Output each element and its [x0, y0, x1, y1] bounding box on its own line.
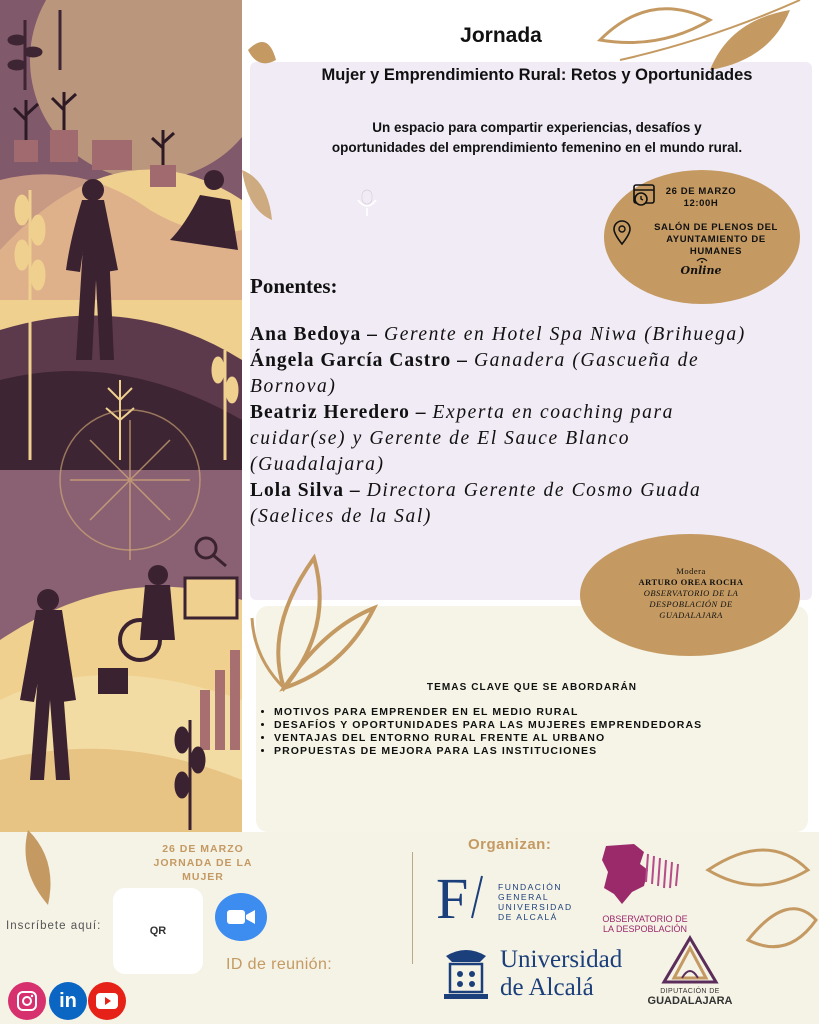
venue-line: SALÓN DE PLENOS DEL	[654, 222, 778, 233]
diputacion-line: GUADALAJARA	[647, 995, 733, 1007]
moderator-name: ARTURO OREA ROCHA	[638, 577, 744, 587]
diputacion-line: DIPUTACIÓN DE	[660, 988, 720, 995]
moderator-org: DESPOBLACIÓN DE	[649, 599, 733, 609]
topics-heading: TEMAS CLAVE QUE SE ABORDARÁN	[426, 682, 638, 693]
svg-text:F: F	[436, 870, 469, 926]
organizers-heading: Organizan:	[468, 836, 552, 853]
moderator-org: GUADALAJARA	[659, 610, 723, 620]
register-label: Inscríbete aquí:	[6, 920, 102, 932]
qr-code[interactable]: QR	[113, 888, 203, 974]
eyebrow-title: Jornada	[460, 24, 542, 47]
zoom-icon[interactable]	[215, 893, 267, 941]
speaker-item	[250, 400, 810, 426]
speaker-role: Ganadera (Gascueña de	[473, 350, 700, 371]
footer-date-line: MUJER	[182, 871, 224, 883]
speaker-item	[250, 322, 810, 348]
event-date: 26 DE MARZO	[665, 186, 737, 197]
leaf-decoration-mid	[244, 548, 384, 698]
speaker-role: Gerente en Hotel Spa Niwa (Brihuega)	[384, 324, 746, 345]
wifi-icon	[696, 256, 708, 264]
footer-date	[132, 842, 274, 884]
topics-list	[262, 706, 702, 758]
rural-women-illustration	[0, 0, 242, 832]
speaker-name: Ángela García Castro –	[250, 350, 468, 371]
fgua-line: UNIVERSIDAD	[498, 902, 573, 912]
instagram-icon[interactable]	[8, 982, 46, 1020]
observatorio-logo	[598, 842, 688, 934]
footer-date-line: JORNADA DE LA	[153, 857, 253, 869]
topic-item: • VENTAJAS DEL ENTORNO RURAL FRENTE AL URBANO	[274, 732, 702, 745]
subtitle-line: oportunidades del emprendimiento femenino en el mundo rural.	[331, 140, 743, 155]
speaker-name: Beatriz Heredero –	[250, 402, 427, 423]
left-illustration	[0, 0, 242, 832]
meeting-id-label: ID de reunión:	[226, 956, 333, 973]
observatorio-line: OBSERVATORIO DE	[602, 914, 688, 924]
observatorio-map-mark	[598, 842, 688, 912]
uah-line: de Alcalá	[500, 974, 594, 1001]
observatorio-text	[590, 914, 700, 934]
page-title: Mujer y Emprendimiento Rural: Retos y Oportunidades	[321, 66, 753, 84]
fgua-line: DE ALCALÁ	[498, 912, 558, 922]
event-venue	[628, 222, 804, 258]
online-label: Online	[680, 264, 722, 277]
speaker-item	[250, 504, 810, 530]
event-datetime	[656, 186, 746, 210]
uah-crest-mark	[440, 944, 492, 1002]
instagram-glyph	[15, 989, 39, 1013]
fgua-line: FUNDACIÓN	[498, 882, 563, 892]
speaker-role: (Guadalajara)	[250, 454, 385, 475]
fgua-f-mark	[436, 870, 496, 926]
footer-date-line: 26 DE MARZO	[162, 843, 244, 855]
event-time: 12:00H	[683, 198, 719, 209]
linkedin-icon[interactable]: in	[49, 982, 87, 1020]
speaker-role: cuidar(se) y Gerente de El Sauce Blanco	[250, 428, 631, 449]
speaker-item	[250, 478, 810, 504]
video-camera-icon	[225, 906, 257, 928]
speaker-role: Experta en coaching para	[432, 402, 675, 423]
venue-line: HUMANES	[689, 246, 743, 257]
speaker-role: (Saelices de la Sal)	[250, 506, 432, 527]
microphone-icon	[352, 186, 384, 220]
speaker-item	[250, 452, 810, 478]
diputacion-text	[638, 988, 742, 1007]
play-glyph	[95, 992, 119, 1010]
speaker-item	[250, 426, 810, 452]
moderator-org: OBSERVATORIO DE LA	[643, 588, 739, 598]
speaker-role: Bornova)	[250, 376, 337, 397]
calendar-clock-icon	[630, 181, 658, 209]
fgua-logo	[436, 870, 573, 931]
subtitle-line: Un espacio para compartir experiencias, desafíos y	[372, 120, 702, 135]
observatorio-line: LA DESPOBLACIÓN	[602, 924, 688, 934]
subtitle	[258, 118, 816, 158]
speaker-item	[250, 348, 810, 374]
leaf-decoration-bottom-left	[18, 830, 78, 910]
topic-item: • DESAFÍOS Y OPORTUNIDADES PARA LAS MUJERES EMPRENDEDORAS	[274, 719, 702, 732]
moderator-info	[596, 566, 786, 621]
uah-text	[500, 946, 622, 1002]
diputacion-logo	[642, 934, 738, 1007]
speaker-role: Directora Gerente de Cosmo Guada	[366, 480, 702, 501]
topic-item: • PROPUESTAS DE MEJORA PARA LAS INSTITUCIONES	[274, 745, 702, 758]
diputacion-triangle-mark	[642, 934, 738, 986]
speaker-name: Ana Bedoya –	[250, 324, 378, 345]
topic-item: • MOTIVOS PARA EMPRENDER EN EL MEDIO RURAL	[274, 706, 702, 719]
uah-logo	[440, 944, 623, 1007]
speakers-heading: Ponentes:	[250, 274, 338, 298]
speaker-item	[250, 374, 810, 400]
fgua-line: GENERAL	[498, 892, 550, 902]
uah-line: Universidad	[500, 946, 623, 973]
youtube-icon[interactable]	[88, 982, 126, 1020]
footer-divider	[412, 852, 413, 964]
moderator-label: Modera	[676, 566, 706, 576]
fgua-text	[498, 882, 573, 922]
venue-line: AYUNTAMIENTO DE	[666, 234, 766, 245]
speaker-name: Lola Silva –	[250, 480, 361, 501]
speakers-list	[250, 322, 810, 530]
